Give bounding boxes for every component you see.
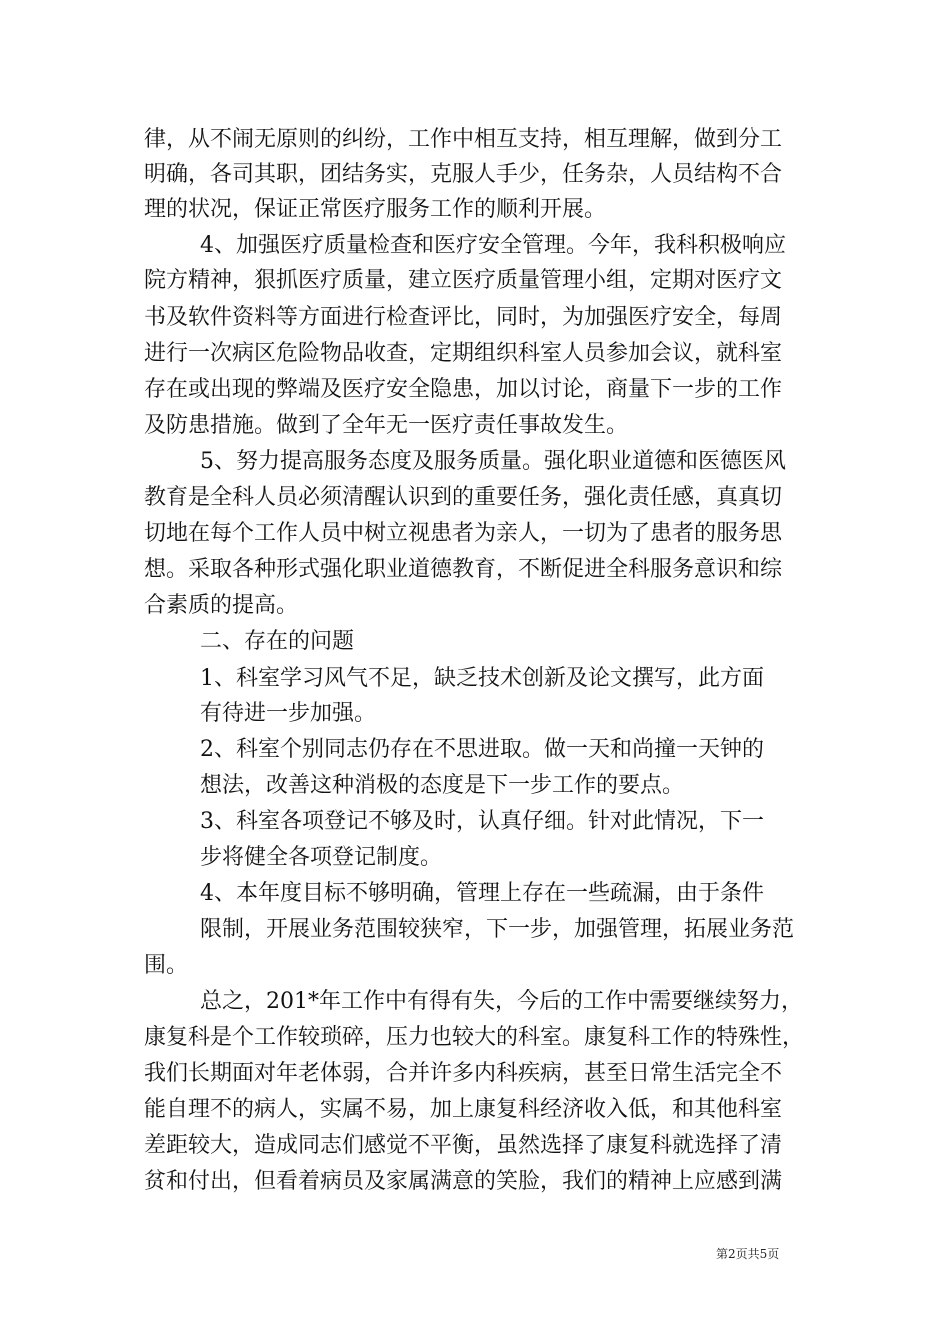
text-line: 1、科室学习风气不足，缺乏技术创新及论文撰写，此方面 bbox=[200, 666, 764, 691]
text-line: 康复科是个工作较琐碎，压力也较大的科室。康复科工作的特殊性， bbox=[144, 1025, 805, 1050]
text-line: 2、科室个别同志仍存在不思进取。做一天和尚撞一天钟的 bbox=[200, 737, 764, 762]
text-line: 围。 bbox=[144, 953, 189, 978]
text-line: 书及软件资料等方面进行检查评比，同时，为加强医疗安全，每周 bbox=[144, 305, 783, 330]
text-line: 切地在每个工作人员中树立视患者为亲人，一切为了患者的服务思 bbox=[144, 521, 783, 546]
text-line: 限制，开展业务范围较狭窄，下一步，加强管理，拓展业务范 bbox=[200, 917, 795, 942]
text-line: 教育是全科人员必须清醒认识到的重要任务，强化责任感，真真切 bbox=[144, 485, 783, 510]
text-line: 4、本年度目标不够明确，管理上存在一些疏漏，由于条件 bbox=[200, 881, 764, 906]
text-line: 总之，201*年工作中有得有失，今后的工作中需要继续努力， bbox=[200, 989, 803, 1014]
text-line: 合素质的提高。 bbox=[144, 593, 299, 618]
text-line: 想。采取各种形式强化职业道德教育，不断促进全科服务意识和综 bbox=[144, 557, 783, 582]
text-line: 3、科室各项登记不够及时，认真仔细。针对此情况，下一 bbox=[200, 809, 764, 834]
text-line: 4、加强医疗质量检查和医疗安全管理。今年，我科积极响应 bbox=[200, 233, 786, 258]
text-line: 差距较大，造成同志们感觉不平衡，虽然选择了康复科就选择了清 bbox=[144, 1133, 783, 1158]
text-line: 贫和付出，但看着病员及家属满意的笑脸，我们的精神上应感到满 bbox=[144, 1169, 783, 1194]
text-line: 存在或出现的弊端及医疗安全隐患，加以讨论，商量下一步的工作 bbox=[144, 377, 783, 402]
text-line: 律，从不闹无原则的纠纷，工作中相互支持，相互理解，做到分工 bbox=[144, 127, 783, 152]
text-line: 5、努力提高服务态度及服务质量。强化职业道德和医德医风 bbox=[200, 449, 786, 474]
text-line: 我们长期面对年老体弱，合并许多内科疾病，甚至日常生活完全不 bbox=[144, 1061, 783, 1086]
text-line: 能自理不的病人，实属不易，加上康复科经济收入低，和其他科室 bbox=[144, 1097, 783, 1122]
text-line: 院方精神，狠抓医疗质量，建立医疗质量管理小组，定期对医疗文 bbox=[144, 268, 783, 293]
text-line: 明确，各司其职，团结务实，克服人手少，任务杂，人员结构不合 bbox=[144, 162, 783, 187]
page-number: 第2页共5页 bbox=[716, 1247, 780, 1261]
text-line: 有待进一步加强。 bbox=[200, 701, 377, 726]
text-line: 理的状况，保证正常医疗服务工作的顺利开展。 bbox=[144, 197, 607, 222]
text-line: 进行一次病区危险物品收查，定期组织科室人员参加会议，就科室 bbox=[144, 341, 783, 366]
text-line: 及防患措施。做到了全年无一医疗责任事故发生。 bbox=[144, 413, 629, 438]
text-line: 步将健全各项登记制度。 bbox=[200, 845, 443, 870]
section-heading: 二、存在的问题 bbox=[200, 629, 355, 654]
text-line: 想法，改善这种消极的态度是下一步工作的要点。 bbox=[200, 773, 685, 798]
